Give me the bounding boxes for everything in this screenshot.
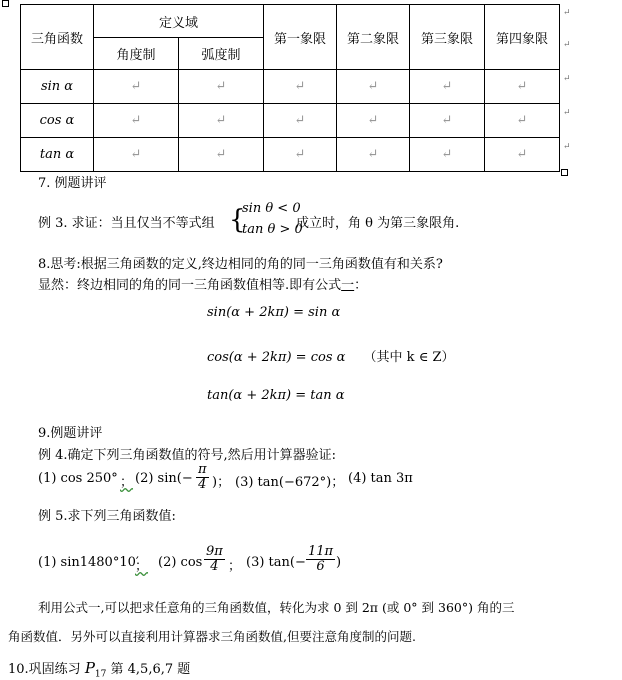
header-degree: 角度制 [94,38,179,70]
ex5-p1: (1) sin1480°10′ [38,555,139,570]
section-10-suffix: 第 4,5,6,7 题 [110,662,191,677]
section-9-heading: 9.例题讲评 [38,426,103,441]
paragraph-line-2: 角函数值．另外可以直接利用计算器求三角函数值,但要注意角度制的问题. [8,629,416,644]
header-q2: 第二象限 [337,5,410,70]
ex5-p2-num: 9π [206,544,223,559]
section-10-prefix: 10.巩固练习 [8,662,81,677]
table-cell[interactable]: ↵ [485,138,560,172]
example-4-title: 例 4.确定下列三角函数值的符号,然后用计算器验证: [38,448,337,463]
example-3-prefix: 例 3. 求证：当且仅当不等式组 [38,216,215,231]
formula-note: （其中 k ∈ Z） [363,350,455,365]
section-7-heading: 7. 例题讲评 [38,176,107,191]
table-cell[interactable]: ↵ [179,138,264,172]
table-cell[interactable]: ↵ [410,138,485,172]
row-end-mark: ↵ [563,142,571,152]
table-cell[interactable]: ↵ [94,104,179,138]
row-label-cos: cos α [21,104,94,138]
row-label-sin: sin α [21,70,94,104]
ex5-sep: ； [135,559,149,574]
header-function: 三角函数 [21,5,94,70]
ex5-p2-a: (2) cos [158,555,203,570]
formula-sin: sin(α + 2kπ) = sin α [207,305,341,320]
table-row [21,104,560,138]
example-5-title: 例 5.求下列三角函数值: [38,509,176,524]
table-cell[interactable]: ↵ [94,70,179,104]
table-cell[interactable]: ↵ [264,70,337,104]
ex5-p2-den: 4 [210,559,219,575]
ex5-p3-den: 6 [316,559,325,575]
ex4-p2-num: π [198,462,207,477]
table-cell[interactable]: ↵ [337,104,410,138]
condition-1: sin θ < 0 [242,201,301,216]
table-cell[interactable]: ↵ [264,138,337,172]
header-q3: 第三象限 [410,5,485,70]
formula-cos-line [207,346,454,365]
section-8-answer [38,274,367,293]
answer-text: 显然：终边相同的角的同一三角函数值相等.即有公式 [38,278,342,293]
table-cell[interactable]: ↵ [94,138,179,172]
example-3-suffix: 成立时，角 θ 为第三象限角. [296,216,460,231]
ex4-p1: (1) cos 250° [38,471,118,486]
table-row [21,70,560,104]
table-cell[interactable]: ↵ [337,70,410,104]
formula-tan: tan(α + 2kπ) = tan α [207,388,345,403]
ex4-p2-b: )； [212,475,231,490]
table-cell[interactable]: ↵ [485,70,560,104]
table-cell[interactable]: ↵ [485,104,560,138]
table-move-handle[interactable] [2,0,9,7]
trig-sign-table [20,4,560,172]
header-domain: 定义域 [94,5,264,38]
answer-colon: ： [354,278,368,293]
page-ref-number: 17 [94,669,107,680]
section-10 [8,658,190,680]
ex5-p2-frac [204,545,225,575]
row-end-mark: ↵ [563,74,571,84]
paragraph-line-1: 利用公式一,可以把求任意角的三角函数值，转化为求 0 到 2π (或 0° 到 360°) 角的三 [38,600,515,615]
table-cell[interactable]: ↵ [179,104,264,138]
table-cell[interactable]: ↵ [264,104,337,138]
row-label-tan: tan α [21,138,94,172]
ex4-p2-a: (2) sin(− [135,471,193,486]
table-cell[interactable]: ↵ [410,70,485,104]
brace-icon: { [229,205,246,235]
condition-2: tan θ > 0 [242,222,303,237]
row-end-mark: ↵ [563,108,571,118]
ex4-p2-den: 4 [198,477,207,493]
ex4-p4: (4) tan 3π [348,471,413,486]
table-cell[interactable]: ↵ [410,104,485,138]
header-radian: 弧度制 [179,38,264,70]
ex5-p3-a: (3) tan(− [246,555,306,570]
ex5-p2-b: ； [228,559,242,574]
header-q1: 第一象限 [264,5,337,70]
ex4-p2-frac [196,463,209,493]
row-end-mark: ↵ [563,8,571,18]
table-cell[interactable]: ↵ [179,70,264,104]
ex4-p3: (3) tan(−672°)； [235,475,345,490]
header-q4: 第四象限 [485,5,560,70]
ex5-p3-num: 11π [308,544,334,559]
formula-number: 一 [341,278,355,293]
row-end-mark: ↵ [563,40,571,50]
table-cell[interactable]: ↵ [337,138,410,172]
page-ref: P [84,659,95,677]
ex5-p3-b: ) [336,555,342,570]
formula-cos: cos(α + 2kπ) = cos α [207,350,346,365]
table-resize-handle[interactable] [561,169,568,176]
ex4-sep: ； [120,475,134,490]
section-8-question: 8.思考:根据三角函数的定义,终边相同的角的同一三角函数值有和关系? [38,257,443,272]
ex5-p3-frac [306,545,335,575]
table-row [21,138,560,172]
